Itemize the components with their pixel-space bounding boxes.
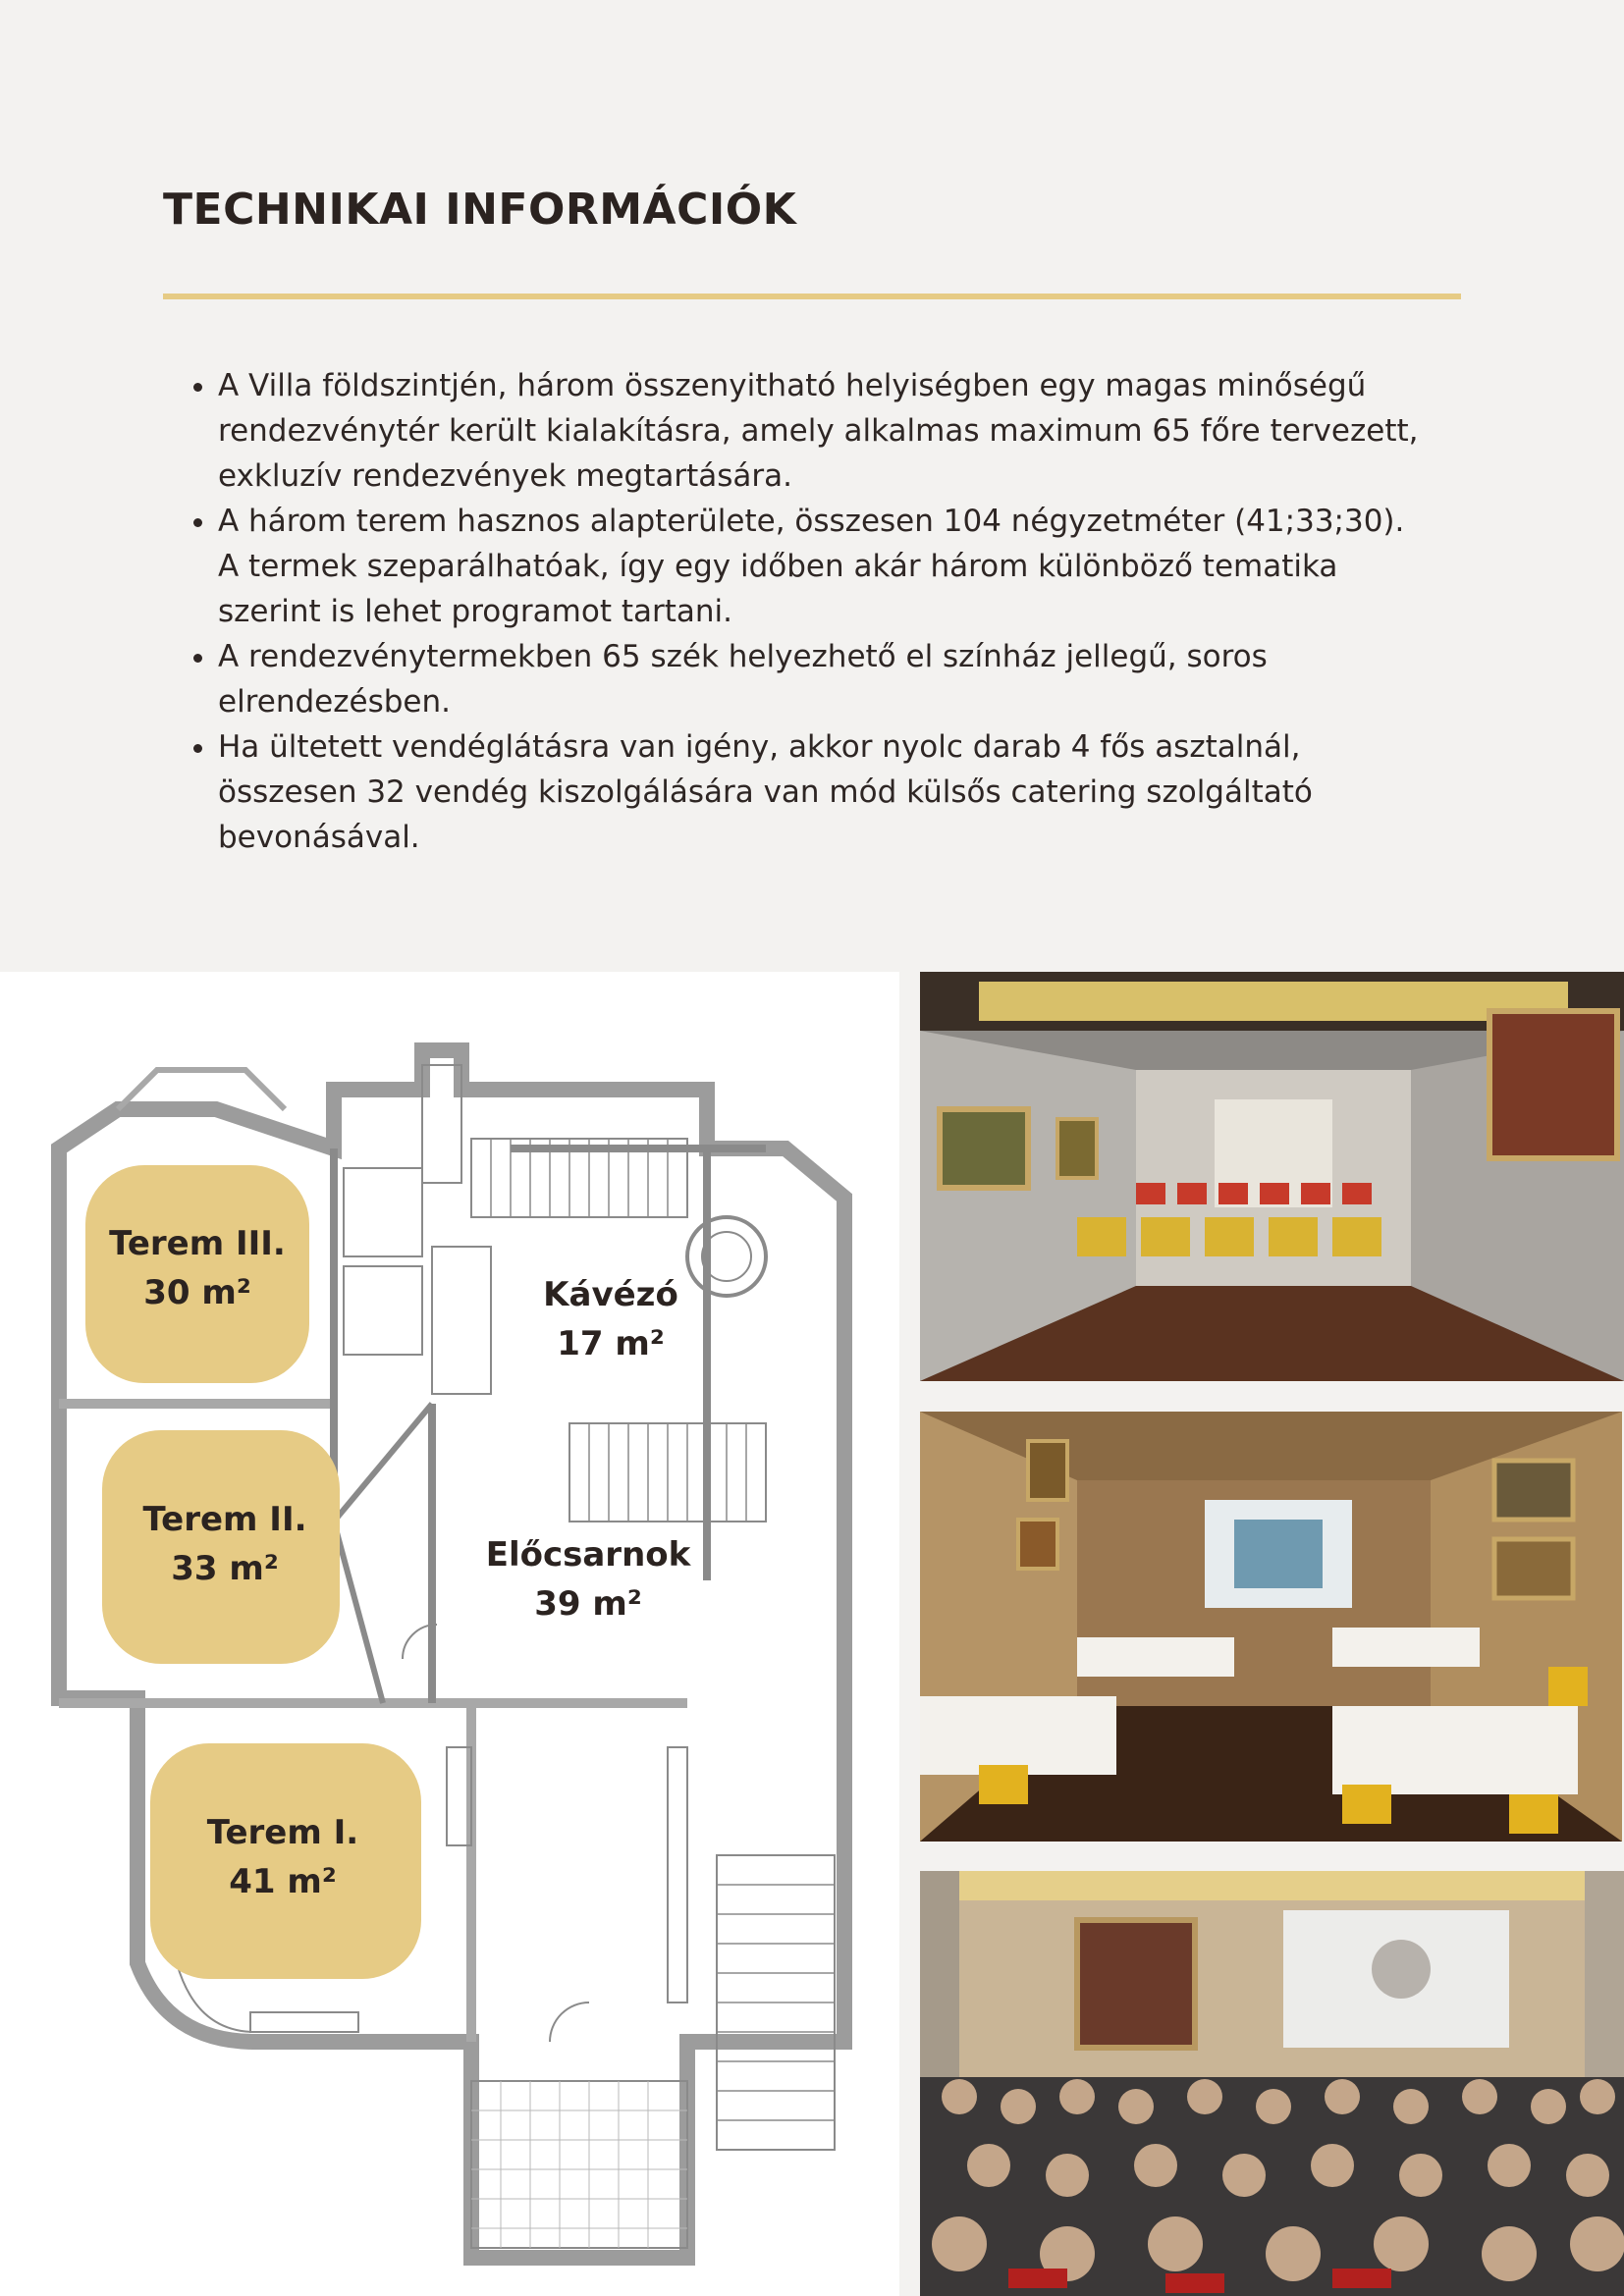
conference-room-photo xyxy=(920,972,1624,1381)
title-divider xyxy=(163,294,1461,299)
page-title: TECHNIKAI INFORMÁCIÓK xyxy=(163,185,797,235)
list-item: • Ha ültetett vendéglátásra van igény, akkor nyolc darab 4 fős asztalnál, összesen 32 vendég kiszolgálására van mód külsős catering szolgáltató bevonásával. xyxy=(218,724,1426,860)
room-area: 39 m² xyxy=(534,1584,642,1624)
list-item: • A három terem hasznos alapterülete, összesen 104 négyzetméter (41;33;30). A termek szeparálhatóak, így egy időben akár három különböző tematika szerint is lehet programot tartani. xyxy=(218,499,1426,634)
lecture-audience-photo xyxy=(920,1871,1624,2296)
list-item: • A rendezvénytermekben 65 szék helyezhető el színház jellegű, soros elrendezésben. xyxy=(218,634,1426,724)
room-area: 17 m² xyxy=(557,1324,665,1363)
room-name: Kávézó xyxy=(543,1275,678,1314)
list-item: • A Villa földszintjén, három összenyitható helyiségben egy magas minőségű rendezvénytér került kialakításra, amely alkalmas maximum 65 főre tervezett, exkluzív rendezvények megtartására. xyxy=(218,363,1426,499)
room-area: 30 m² xyxy=(143,1273,251,1312)
floor-plan xyxy=(0,972,899,2296)
room-area: 41 m² xyxy=(229,1862,337,1901)
room-area: 33 m² xyxy=(171,1549,279,1588)
terem-i-badge xyxy=(150,1743,421,1979)
banquet-room-photo xyxy=(920,1412,1622,1842)
room-name: Terem II. xyxy=(142,1500,307,1539)
terem-ii-badge xyxy=(102,1430,340,1664)
room-name: Terem I. xyxy=(206,1813,359,1852)
info-list xyxy=(163,363,1426,860)
room-name: Terem III. xyxy=(109,1224,286,1263)
room-name: Előcsarnok xyxy=(485,1535,691,1575)
